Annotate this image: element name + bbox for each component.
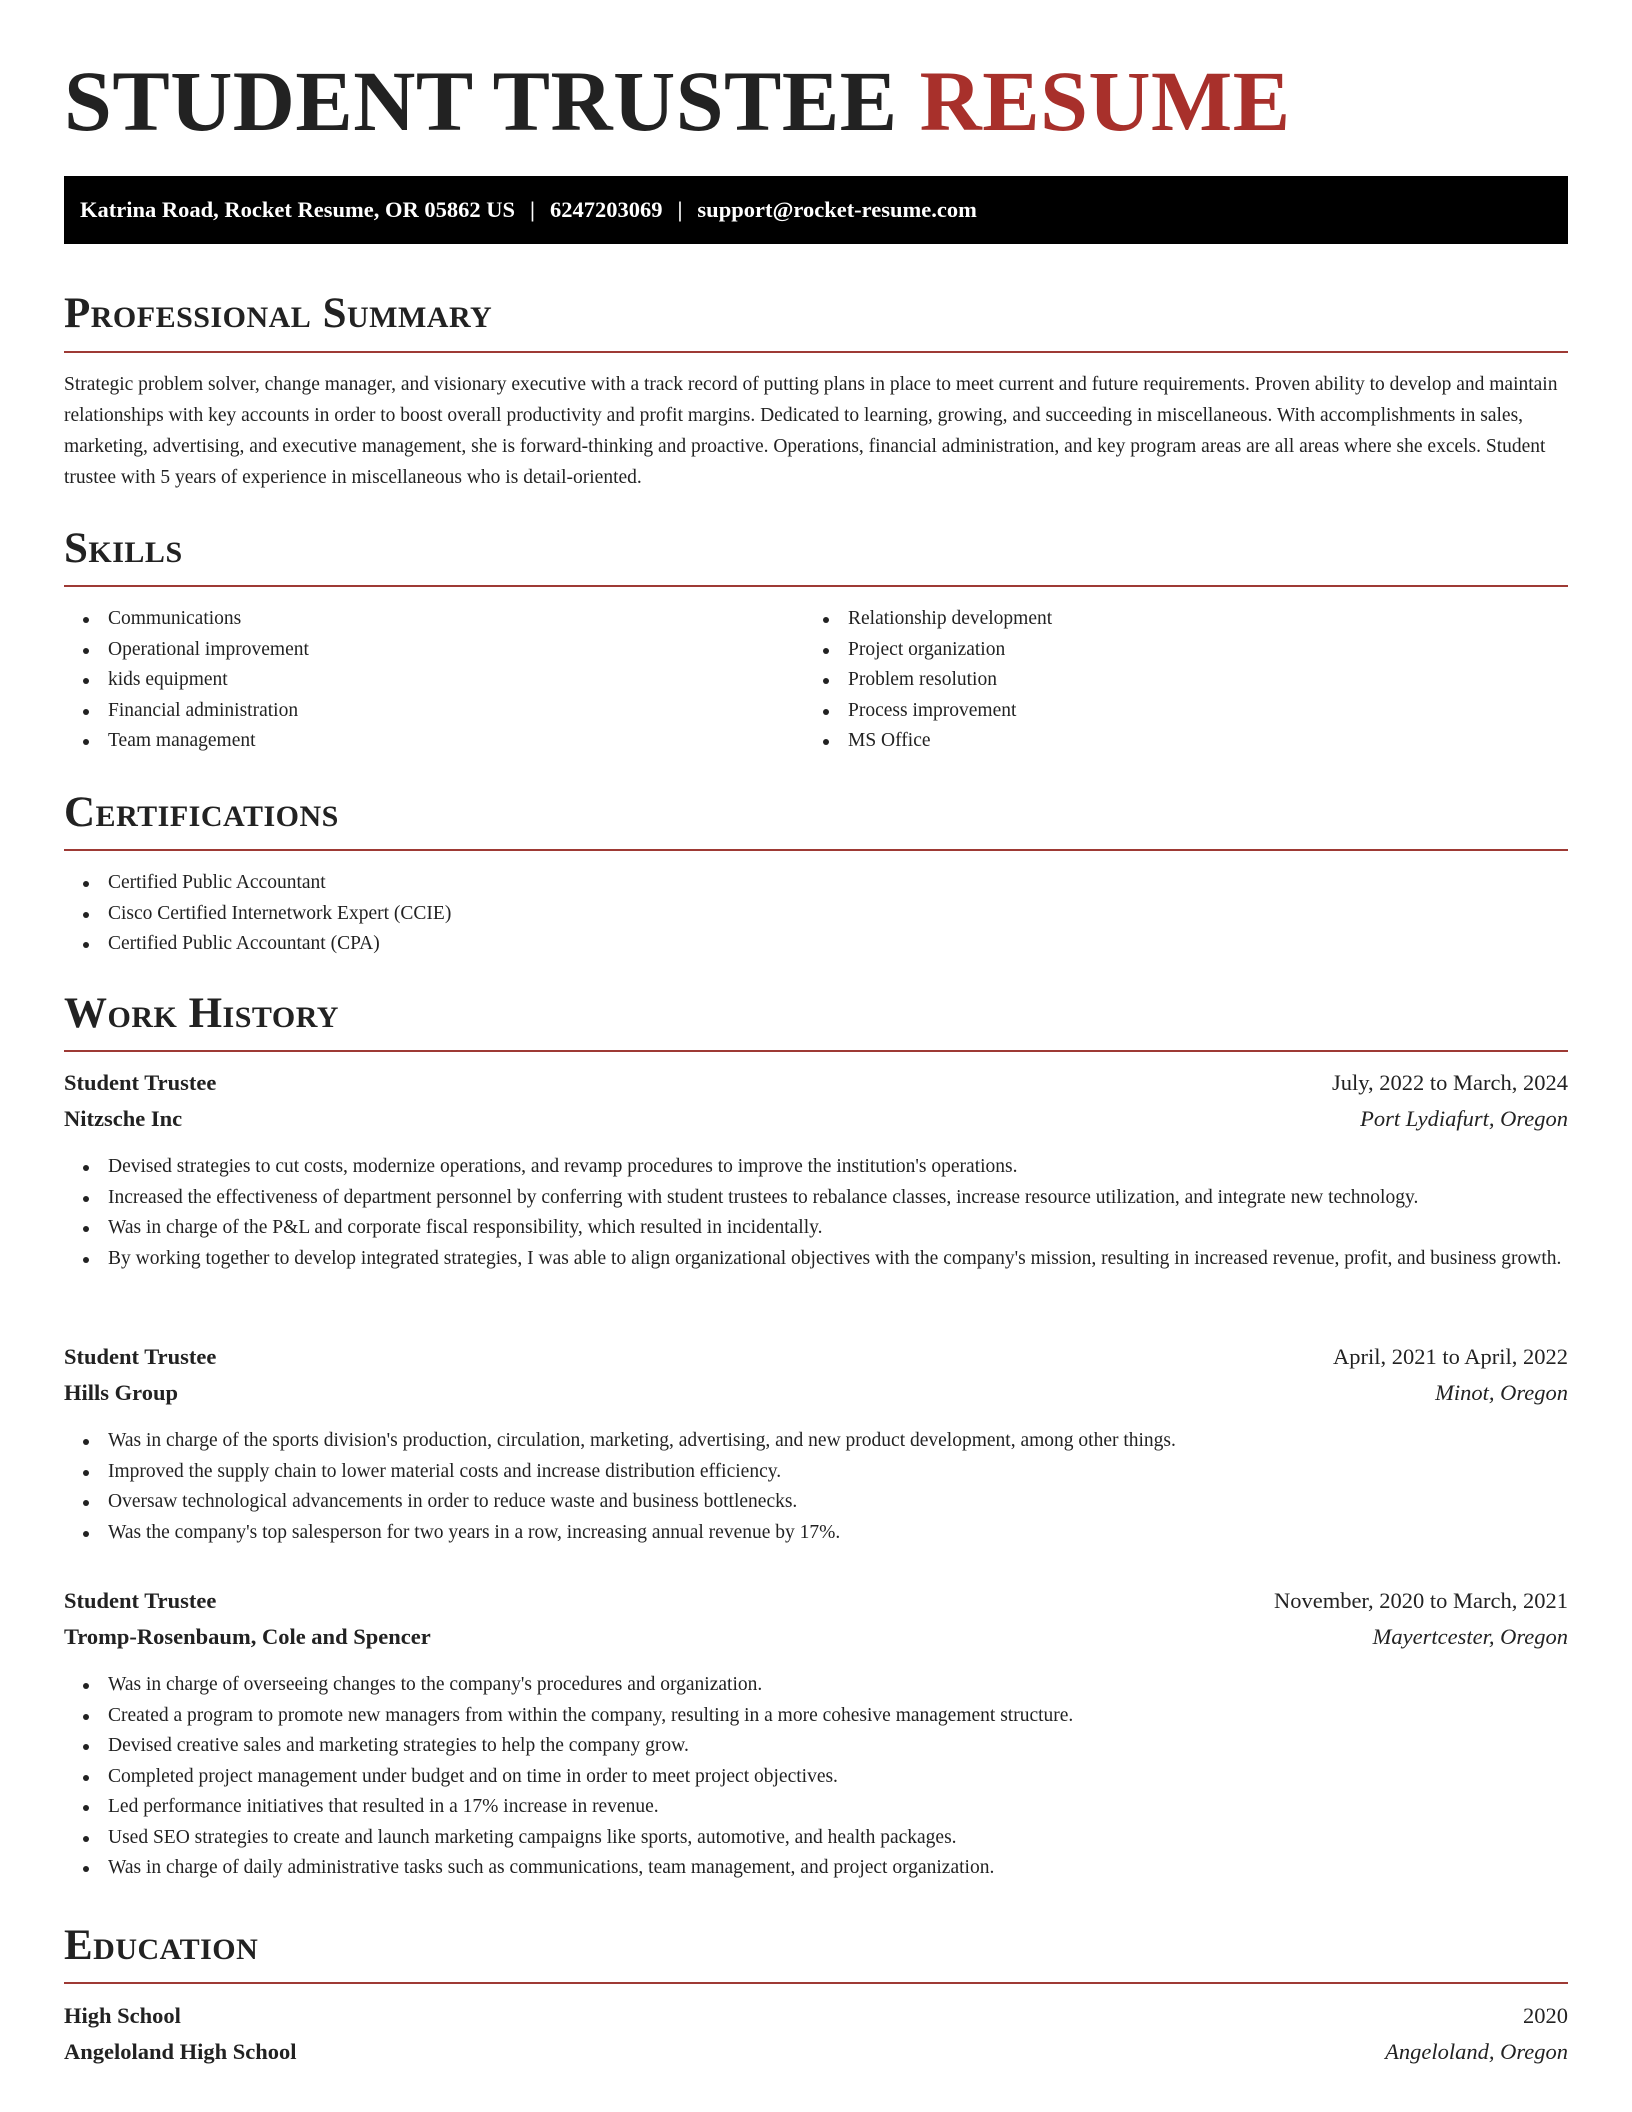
- skill-item: Operational improvement: [64, 635, 309, 666]
- job-row-company: [64, 1106, 1568, 1142]
- skills-rule: [64, 585, 1568, 587]
- job-row-title: [64, 1344, 1568, 1380]
- summary-heading: Professional Summary: [64, 290, 493, 337]
- education-rule: [64, 1982, 1568, 1984]
- education-year: 2020: [1523, 2003, 1568, 2028]
- job-role: Student Trustee: [64, 1070, 217, 1095]
- certifications-heading: Certifications: [64, 789, 339, 836]
- job-entry: [64, 1588, 1568, 1884]
- job-role: Student Trustee: [64, 1344, 217, 1369]
- skill-item: Financial administration: [64, 696, 309, 727]
- resume-title: [64, 53, 1568, 149]
- job-company: Hills Group: [64, 1380, 178, 1405]
- skills-heading: Skills: [64, 525, 183, 572]
- contact-phone[interactable]: 6247203069: [549, 197, 663, 222]
- job-bullet: Was in charge of the P&L and corporate fiscal responsibility, which resulted in incidentally.: [64, 1213, 1568, 1244]
- skills-list-right: [804, 604, 1052, 757]
- job-bullet: Was in charge of the sports division's production, circulation, marketing, advertising, and new product development, among other things.: [64, 1426, 1568, 1457]
- contact-address: Katrina Road, Rocket Resume, OR 05862 US: [80, 197, 515, 222]
- job-dates: November, 2020 to March, 2021: [1273, 1588, 1568, 1613]
- skill-item: Project organization: [804, 635, 1052, 666]
- education-degree: High School: [64, 2003, 181, 2028]
- job-company: Tromp-Rosenbaum, Cole and Spencer: [64, 1624, 431, 1649]
- summary-text: Strategic problem solver, change manager, and visionary executive with a track record of putting plans in place to meet current and future requirements. Proven ability to develop and maintain relationships with key accounts in order to boost overall productivity and profit margins. Dedicated to learning, growing, and succeeding in miscellaneous. With accomplishments in sales, marketing, advertising, and executive management, she is forward-thinking and proactive. Operations, financial administration, and key program areas are all areas where she excels. Student trustee with 5 years of experience in miscellaneous who is detail-oriented.: [64, 374, 1558, 488]
- job-role: Student Trustee: [64, 1588, 217, 1613]
- job-bullet: By working together to develop integrated strategies, I was able to align organizational objectives with the company's mission, resulting in increased revenue, profit, and business growth.: [64, 1244, 1568, 1275]
- job-location: Mayertcester, Oregon: [1372, 1624, 1568, 1649]
- job-dates: July, 2022 to March, 2024: [1331, 1070, 1568, 1095]
- job-entry: [64, 1070, 1568, 1274]
- education-row-2: [64, 2039, 1568, 2075]
- education-heading: Education: [64, 1922, 259, 1969]
- job-entry: [64, 1344, 1568, 1548]
- job-bullet: Increased the effectiveness of department personnel by conferring with student trustees to rebalance classes, increase resource utilization, and integrate new technology.: [64, 1183, 1568, 1214]
- skill-item: Team management: [64, 726, 309, 757]
- job-bullet: Oversaw technological advancements in order to reduce waste and business bottlenecks.: [64, 1487, 1568, 1518]
- skills-section: [64, 527, 1568, 570]
- job-row-title: [64, 1588, 1568, 1624]
- contact-separator: |: [529, 197, 535, 222]
- job-dates: April, 2021 to April, 2022: [1333, 1344, 1568, 1369]
- job-bullet: Led performance initiatives that resulted in a 17% increase in revenue.: [64, 1792, 1568, 1823]
- education-school: Angeloland High School: [64, 2039, 297, 2064]
- job-bullet: Improved the supply chain to lower material costs and increase distribution efficiency.: [64, 1457, 1568, 1488]
- job-row-company: [64, 1380, 1568, 1416]
- job-bullets: [64, 1152, 1568, 1274]
- summary-rule: [64, 351, 1568, 353]
- skill-item: Process improvement: [804, 696, 1052, 727]
- title-accent: RESUME: [919, 53, 1291, 149]
- certification-item: Certified Public Accountant (CPA): [64, 929, 1568, 960]
- work-section: [64, 992, 1568, 1035]
- education-location: Angeloland, Oregon: [1385, 2039, 1568, 2064]
- skill-item: kids equipment: [64, 665, 309, 696]
- job-bullet: Was in charge of daily administrative tasks such as communications, team management, and project organization.: [64, 1853, 1568, 1884]
- skill-item: Relationship development: [804, 604, 1052, 635]
- resume-page: [64, 0, 1568, 2064]
- summary-section: [64, 292, 1568, 335]
- job-row-company: [64, 1624, 1568, 1660]
- job-location: Minot, Oregon: [1435, 1380, 1568, 1405]
- job-location: Port Lydiafurt, Oregon: [1360, 1106, 1568, 1131]
- job-bullet: Completed project management under budget and on time in order to meet project objectives.: [64, 1762, 1568, 1793]
- education-entry: [64, 2003, 1568, 2075]
- skill-item: MS Office: [804, 726, 1052, 757]
- contact-email[interactable]: support@rocket-resume.com: [697, 197, 977, 222]
- skill-item: Problem resolution: [804, 665, 1052, 696]
- certifications-list: [64, 868, 1568, 960]
- education-row-1: [64, 2003, 1568, 2039]
- skill-item: Communications: [64, 604, 309, 635]
- certifications-rule: [64, 849, 1568, 851]
- title-main: STUDENT TRUSTEE: [64, 53, 898, 149]
- job-bullets: [64, 1670, 1568, 1884]
- skills-list-left: [64, 604, 309, 757]
- job-row-title: [64, 1070, 1568, 1106]
- work-rule: [64, 1050, 1568, 1052]
- certification-item: Cisco Certified Internetwork Expert (CCIE): [64, 899, 1568, 930]
- certifications-section: [64, 791, 1568, 834]
- education-section: [64, 1924, 1568, 1967]
- contact-bar: [64, 176, 1568, 244]
- job-company: Nitzsche Inc: [64, 1106, 183, 1131]
- job-bullet: Created a program to promote new managers from within the company, resulting in a more cohesive management structure.: [64, 1701, 1568, 1732]
- job-bullet: Was in charge of overseeing changes to the company's procedures and organization.: [64, 1670, 1568, 1701]
- job-bullets: [64, 1426, 1568, 1548]
- work-heading: Work History: [64, 990, 339, 1037]
- job-bullet: Devised creative sales and marketing strategies to help the company grow.: [64, 1731, 1568, 1762]
- contact-separator: |: [677, 197, 683, 222]
- job-bullet: Devised strategies to cut costs, modernize operations, and revamp procedures to improve the institution's operations.: [64, 1152, 1568, 1183]
- certification-item: Certified Public Accountant: [64, 868, 1568, 899]
- job-bullet: Used SEO strategies to create and launch marketing campaigns like sports, automotive, and health packages.: [64, 1823, 1568, 1854]
- job-bullet: Was the company's top salesperson for two years in a row, increasing annual revenue by 17%.: [64, 1518, 1568, 1549]
